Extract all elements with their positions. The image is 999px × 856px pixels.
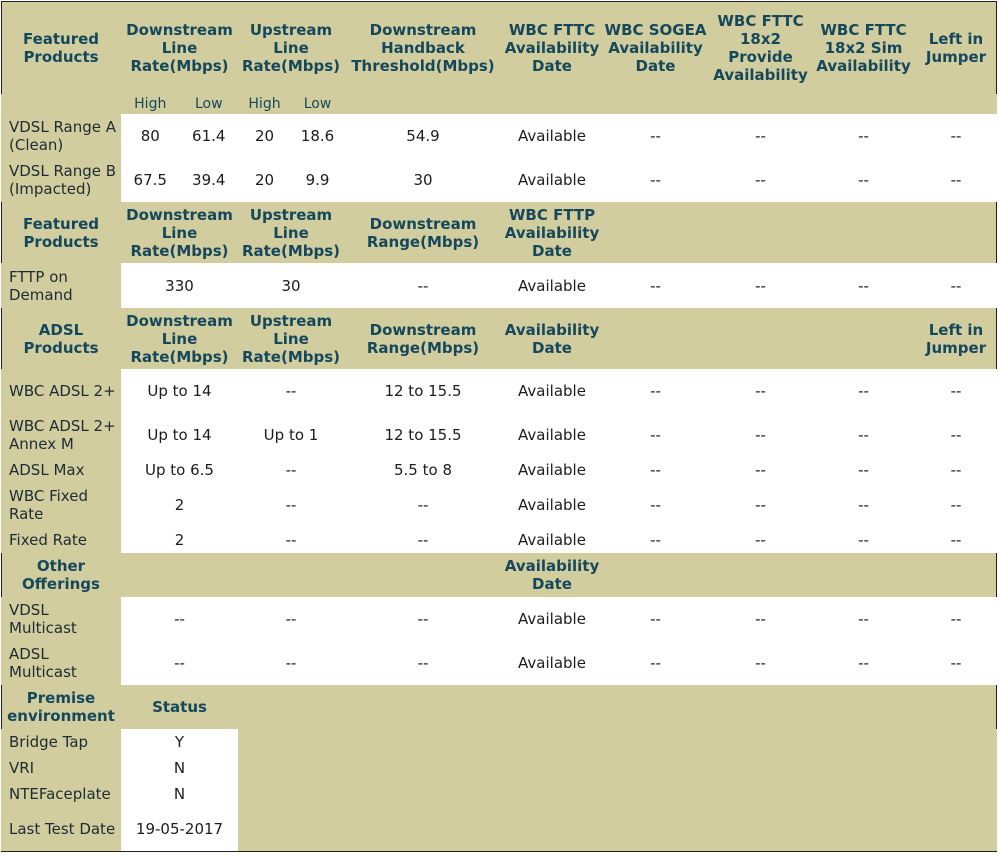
cell-down: --: [121, 597, 238, 641]
row-label: VDSL Range A (Clean): [1, 114, 121, 158]
cell-provide: --: [709, 114, 812, 158]
cell-down: Up to 14: [121, 413, 238, 457]
line-test-results-table: [1, 1, 997, 851]
cell-sogea: --: [602, 114, 709, 158]
header-fttc-availability: WBC FTTC Availability Date: [504, 20, 600, 75]
cell-up: --: [238, 483, 344, 527]
cell-c7: --: [709, 413, 812, 457]
header-downstream-line-rate: Downstream Line Rate(Mbps): [126, 20, 233, 75]
cell-sogea: --: [602, 158, 709, 202]
other-header-row: [1, 553, 997, 597]
cell-down: --: [121, 641, 238, 685]
cell-c6: --: [602, 641, 709, 685]
cell-avail: Available: [502, 597, 602, 641]
cell-c6: --: [602, 527, 709, 553]
cell-c6: --: [602, 483, 709, 527]
sub-low: Low: [303, 96, 332, 112]
cell-up: 30: [238, 263, 344, 308]
cell-avail: Available: [502, 641, 602, 685]
vdsl-subheader-row: [1, 94, 997, 114]
row-label: ADSL Max: [1, 457, 121, 483]
cell-c7: --: [709, 597, 812, 641]
cell-c9: --: [915, 263, 997, 308]
header-fttp-availability: WBC FTTP Availability Date: [504, 205, 600, 260]
cell-c7: --: [709, 263, 812, 308]
table-row: [1, 114, 997, 158]
cell-c8: --: [812, 483, 915, 527]
cell-down-high: 67.5: [133, 171, 167, 189]
table-row: [1, 597, 997, 641]
cell-fttc: Available: [502, 158, 602, 202]
table-row: [1, 369, 997, 413]
header-featured-products: Featured Products: [22, 29, 100, 66]
cell-down-low: 61.4: [192, 127, 226, 145]
cell-range: --: [344, 597, 502, 641]
cell-c8: --: [812, 641, 915, 685]
header-upstream-line-rate: Upstream Line Rate(Mbps): [241, 205, 341, 260]
fttp-header-row: [1, 202, 997, 263]
cell-range: --: [344, 641, 502, 685]
cell-c9: --: [915, 457, 997, 483]
cell-status: N: [121, 781, 238, 807]
cell-avail: Available: [502, 413, 602, 457]
cell-c6: --: [602, 263, 709, 308]
cell-c9: --: [915, 527, 997, 553]
cell-c9: --: [915, 413, 997, 457]
cell-c7: --: [709, 457, 812, 483]
cell-c8: --: [812, 597, 915, 641]
cell-avail: Available: [502, 483, 602, 527]
cell-jumper: --: [915, 114, 997, 158]
cell-status: Y: [121, 729, 238, 755]
cell-c9: --: [915, 641, 997, 685]
row-label: VDSL Multicast: [1, 597, 121, 641]
cell-c8: --: [812, 263, 915, 308]
cell-down: 330: [121, 263, 238, 308]
row-label: FTTP on Demand: [1, 263, 121, 308]
cell-range: 12 to 15.5: [344, 413, 502, 457]
cell-range: --: [344, 483, 502, 527]
header-downstream-line-rate: Downstream Line Rate(Mbps): [126, 311, 233, 366]
cell-status: 19-05-2017: [121, 807, 238, 851]
cell-c7: --: [709, 641, 812, 685]
cell-c7: --: [709, 527, 812, 553]
table-row: [1, 807, 997, 851]
cell-range: 12 to 15.5: [344, 369, 502, 413]
cell-up-high: 20: [254, 127, 275, 145]
table-row: [1, 781, 997, 807]
table-row: [1, 263, 997, 308]
cell-c6: --: [602, 597, 709, 641]
cell-avail: Available: [502, 263, 602, 308]
cell-down: 2: [121, 483, 238, 527]
cell-down: Up to 6.5: [121, 457, 238, 483]
table-row: [1, 527, 997, 553]
header-downstream-line-rate: Downstream Line Rate(Mbps): [126, 205, 233, 260]
cell-up-low: 18.6: [300, 127, 335, 145]
cell-c6: --: [602, 413, 709, 457]
header-18x2-provide: WBC FTTC 18x2 Provide Availability: [713, 11, 808, 84]
header-other-offerings: Other Offerings: [22, 557, 100, 593]
header-availability-date: Availability Date: [504, 557, 600, 593]
sub-high: High: [134, 96, 167, 112]
cell-avail: Available: [502, 457, 602, 483]
cell-down-low: 39.4: [192, 171, 226, 189]
header-adsl-products: ADSL Products: [23, 320, 99, 357]
cell-up: --: [238, 597, 344, 641]
header-premise-environment: Premise environment: [7, 689, 115, 725]
cell-range: --: [344, 263, 502, 308]
table-row: [1, 457, 997, 483]
header-availability-date: Availability Date: [504, 320, 600, 357]
header-left-in-jumper: Left in Jumper: [925, 320, 987, 357]
cell-range: --: [344, 527, 502, 553]
cell-c7: --: [709, 369, 812, 413]
table-row: [1, 413, 997, 457]
row-label: Fixed Rate: [1, 527, 121, 553]
cell-up: --: [238, 641, 344, 685]
cell-up-low: 9.9: [305, 171, 330, 189]
cell-c8: --: [812, 457, 915, 483]
cell-up: --: [238, 369, 344, 413]
header-upstream-line-rate: Upstream Line Rate(Mbps): [241, 311, 341, 366]
table-row: [1, 483, 997, 527]
cell-handback: 30: [344, 158, 502, 202]
table-row: [1, 641, 997, 685]
cell-c9: --: [915, 369, 997, 413]
header-downstream-range: Downstream Range(Mbps): [366, 214, 480, 251]
header-18x2-sim: WBC FTTC 18x2 Sim Availability: [816, 20, 911, 75]
cell-c9: --: [915, 597, 997, 641]
table-row: [1, 729, 997, 755]
header-featured-products: Featured Products: [22, 214, 100, 251]
cell-range: 5.5 to 8: [344, 457, 502, 483]
row-label: ADSL Multicast: [1, 641, 121, 685]
row-label: NTEFaceplate: [1, 781, 121, 807]
row-label: WBC ADSL 2+ Annex M: [1, 413, 121, 457]
row-label: WBC Fixed Rate: [1, 483, 121, 527]
cell-down: 2: [121, 527, 238, 553]
sub-high: High: [248, 96, 281, 112]
table-row: [1, 755, 997, 781]
cell-avail: Available: [502, 369, 602, 413]
row-label: Last Test Date: [1, 807, 121, 851]
cell-down-high: 80: [140, 127, 160, 145]
header-sogea-availability: WBC SOGEA Availability Date: [604, 20, 707, 75]
cell-sim: --: [812, 158, 915, 202]
cell-handback: 54.9: [344, 114, 502, 158]
cell-up: --: [238, 457, 344, 483]
cell-c8: --: [812, 369, 915, 413]
header-downstream-range: Downstream Range(Mbps): [366, 320, 480, 357]
header-upstream-line-rate: Upstream Line Rate(Mbps): [241, 20, 341, 75]
cell-sim: --: [812, 114, 915, 158]
cell-c7: --: [709, 483, 812, 527]
premise-header-row: [1, 685, 997, 729]
cell-down: Up to 14: [121, 369, 238, 413]
header-left-in-jumper: Left in Jumper: [925, 29, 987, 66]
cell-c8: --: [812, 413, 915, 457]
cell-c6: --: [602, 369, 709, 413]
cell-fttc: Available: [502, 114, 602, 158]
cell-jumper: --: [915, 158, 997, 202]
cell-c6: --: [602, 457, 709, 483]
row-label: Bridge Tap: [1, 729, 121, 755]
adsl-header-row: [1, 308, 997, 369]
cell-up: Up to 1: [238, 413, 344, 457]
table-row: [1, 158, 997, 202]
row-label: VRI: [1, 755, 121, 781]
cell-avail: Available: [502, 527, 602, 553]
cell-provide: --: [709, 158, 812, 202]
cell-c9: --: [915, 483, 997, 527]
vdsl-header-row: [1, 1, 997, 94]
row-label: VDSL Range B (Impacted): [1, 158, 121, 202]
cell-c8: --: [812, 527, 915, 553]
sub-low: Low: [194, 96, 223, 112]
row-label: WBC ADSL 2+: [1, 369, 121, 413]
cell-up: --: [238, 527, 344, 553]
cell-up-high: 20: [254, 171, 275, 189]
header-downstream-handback: Downstream Handback Threshold(Mbps): [351, 20, 495, 75]
cell-status: N: [121, 755, 238, 781]
header-status: Status: [152, 698, 207, 716]
